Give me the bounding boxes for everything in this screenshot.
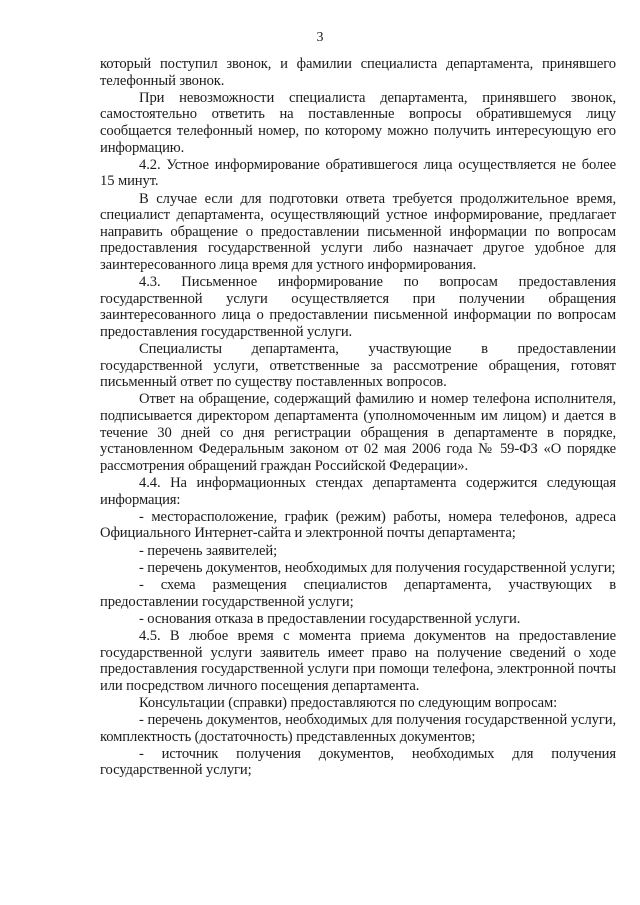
paragraph-section-4-3: 4.3. Письменное информирование по вопросам предоставления государственной услуги осуществляется при получении обращения заинтересованного лица о предоставлении письменной информации по вопросам предоставления государственной услуги. [100, 274, 616, 340]
paragraph-section-4-2: 4.2. Устное информирование обратившегося лица осуществляется не более 15 минут. [100, 156, 616, 190]
list-item: - схема размещения специалистов департамента, участвующих в предоставлении государственной услуги; [100, 576, 616, 610]
list-item: - основания отказа в предоставлении государственной услуги. [139, 610, 521, 627]
list-item: - перечень документов, необходимых для получения государственной услуги; [139, 559, 616, 576]
paragraph: который поступил звонок, и фамилии специалиста департамента, принявшего телефонный звонок. [100, 56, 616, 89]
paragraph: Ответ на обращение, содержащий фамилию и номер телефона исполнителя, подписывается директором департамента (уполномоченным им лицом) и дается в течение 30 дней со дня регистрации обращения в департаменте в порядке, установленном Федеральным законом от 02 мая 2006 года № 59-ФЗ «О порядке рассмотрения обращений граждан Российской Федерации». [100, 391, 616, 474]
paragraph: В случае если для подготовки ответа требуется продолжительное время, специалист департамента, осуществляющий устное информирование, предлагает направить обращение о предоставлении письменной информации по вопросам предоставления государственной услуги либо назначает другое удобное для заинтересованного лица время для устного информирования. [100, 190, 616, 273]
list-item: - перечень документов, необходимых для получения государственной услуги, комплектность (достаточность) представленных документов; [100, 712, 616, 745]
document-body [100, 56, 616, 780]
paragraph-section-4-5: 4.5. В любое время с момента приема документов на предоставление государственной услуги заявитель имеет право на получение сведений о ходе предоставления государственной услуги при помощи телефона, электронной почты или посредством личного посещения департамента. [100, 627, 616, 694]
paragraph-section-4-4: 4.4. На информационных стендах департамента содержится следующая информация: [100, 475, 616, 508]
list-item: - перечень заявителей; [139, 542, 278, 559]
paragraph: При невозможности специалиста департамента, принявшего звонок, самостоятельно ответить на поставленные вопросы обратившемуся лицу сообщается телефонный номер, по которому можно получить интересующую его информацию. [100, 89, 616, 156]
list-item: - месторасположение, график (режим) работы, номера телефонов, адреса Официального Интернет-сайта и электронной почты департамента; [100, 508, 616, 542]
page-number: 3 [316, 30, 324, 45]
paragraph: Консультации (справки) предоставляются по следующим вопросам: [139, 694, 558, 711]
list-item: - источник получения документов, необходимых для получения государственной услуги; [100, 745, 616, 779]
paragraph: Специалисты департамента, участвующие в предоставлении государственной услуги, ответственные за рассмотрение обращения, готовят письменный ответ по существу поставленных вопросов. [100, 341, 616, 391]
